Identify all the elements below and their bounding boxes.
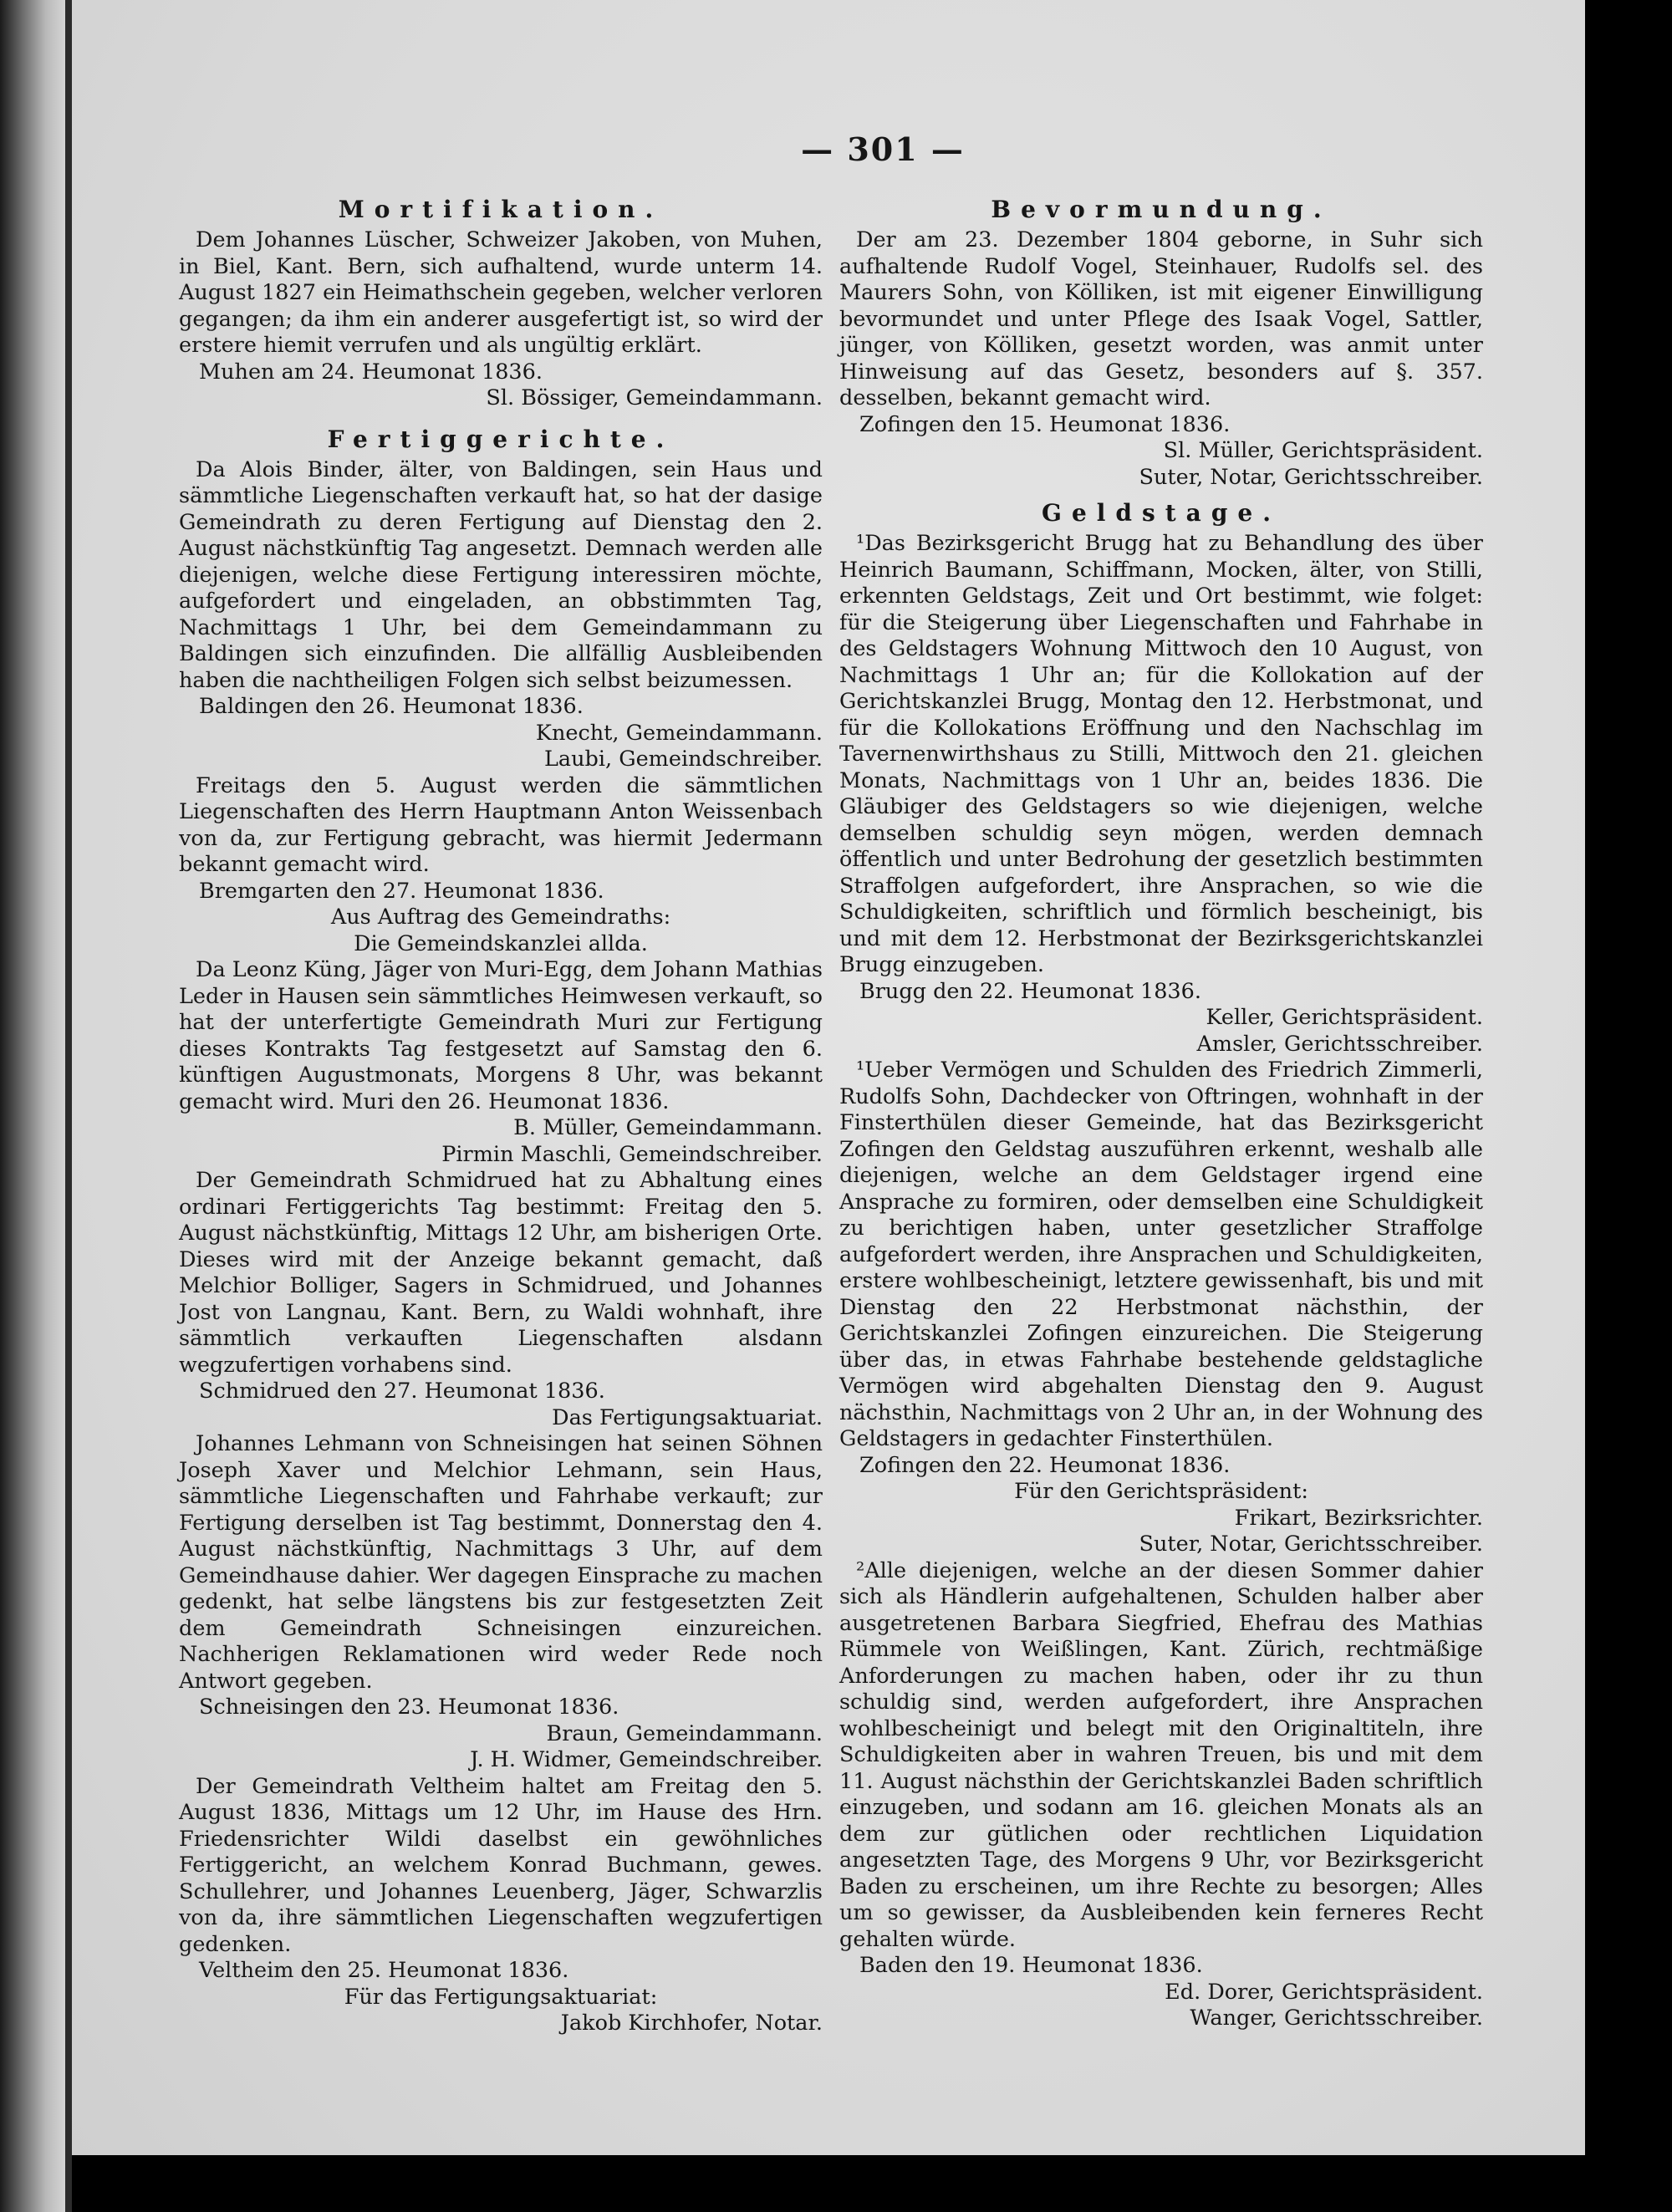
signature: Sl. Bössiger, Gemeindammann.	[486, 385, 823, 410]
notice-text: Johannes Lehmann von Schneisingen hat seinen Söhnen Joseph Xaver und Melchior Lehmann, sein Haus, sämmtliche Liegenschaften und Fahrhabe verkauft; zur Fertigung derselben ist Tag bestimmt, Donnerstag den 4. August nächstkünftig, Nachmittags 3 Uhr, auf dem Gemeindhause dahier. Wer dagegen Einsprache zu machen gedenkt, hat selbe längstens bis zur festgesetzten Zeit dem Gemeindrath Schneisingen einzureichen. Nachherigen Reklamationen wird weder Rede noch Antwort gegeben.	[179, 1431, 823, 1694]
signature: Jakob Kirchhofer, Notar.	[560, 2011, 823, 2036]
signature: Suter, Notar, Gerichtsschreiber.	[1139, 1532, 1483, 1557]
signature: Das Fertigungsaktuariat.	[552, 1404, 823, 1430]
signature: Pirmin Maschli, Gemeindschreiber.	[441, 1141, 823, 1167]
signature: J. H. Widmer, Gemeindschreiber.	[470, 1747, 823, 1772]
notice-text: Der Gemeindrath Veltheim haltet am Freitag den 5. August 1836, Mittags um 12 Uhr, im Hause des Hrn. Friedensrichter Wildi daselbst ein gewöhnliches Fertiggericht, an welchem Konrad Buchmann, gewes. Schullehrer, und Johannes Leuenberg, Jäger, Schwarzlis von da, ihre sämmtlichen Liegenschaften wegzufertigen gedenken.	[179, 1773, 823, 1957]
signature: Laubi, Gemeindschreiber.	[543, 747, 823, 772]
place-date: Muhen am 24. Heumonat 1836.	[199, 359, 543, 385]
place-date: Zofingen den 15. Heumonat 1836.	[859, 411, 1231, 437]
right-column	[839, 194, 1483, 2032]
scanned-page	[72, 0, 1585, 2155]
signature: Wanger, Gerichtsschreiber.	[1190, 2006, 1483, 2031]
book-spine	[0, 0, 65, 2212]
page-number: — 301 —	[801, 130, 965, 168]
left-column	[179, 194, 823, 2037]
signature: Für den Gerichtspräsident:	[1014, 1479, 1308, 1504]
signature: Aus Auftrag des Gemeindraths:	[330, 905, 671, 930]
section-heading-mortifikation: Mortifikation.	[338, 196, 664, 223]
notice-text: Der Gemeindrath Schmidrued hat zu Abhaltung eines ordinari Fertiggerichts Tag bestimmt: Freitag den 5. August nächstkünftig, Mittags 12 Uhr, am bisherigen Orte. Dieses wird mit der Anzeige bekannt gemacht, daß Melchior Bolliger, Sagers in Schmidrued, und Johannes Jost von Langnau, Kant. Bern, zu Waldi wohnhaft, ihre sämmtlich verkauften Liegenschaften alsdann wegzufertigen vorhabens sind.	[179, 1168, 823, 1378]
signature: Sl. Müller, Gerichtspräsident.	[1163, 438, 1483, 463]
notice-text: Da Leonz Küng, Jäger von Muri-Egg, dem Johann Mathias Leder in Hausen sein sämmtliches Heimwesen verkauft, so hat der unterfertigte Gemeindrath Muri zur Fertigung dieses Kontrakts Tag festgesetzt auf Samstag den 6. künftigen Augustmonats, Morgens 8 Uhr, was bekannt gemacht wird. Muri den 26. Heumonat 1836.	[179, 957, 823, 1114]
page-gutter	[65, 0, 72, 2212]
signature: Amsler, Gerichtsschreiber.	[1196, 1031, 1483, 1057]
notice-text: Da Alois Binder, älter, von Baldingen, sein Haus und sämmtliche Liegenschaften verkauft hat, so hat der dasige Gemeindrath zu deren Fertigung auf Dienstag den 2. August nächstkünftig Tag angesetzt. Demnach werden alle diejenigen, welche diese Fertigung interessiren möchte, aufgefordert und eingeladen, an obbstimmten Tag, Nachmittags 1 Uhr, bei dem Gemeindammann zu Baldingen sich einzufinden. Die allfällig Ausbleibenden haben die nachtheiligen Folgen sich selbst beizumessen.	[179, 456, 823, 693]
signature: Ed. Dorer, Gerichtspräsident.	[1165, 1979, 1483, 2005]
notice-text: Freitags den 5. August werden die sämmtlichen Liegenschaften des Herrn Hauptmann Anton Weissenbach von da, zur Fertigung gebracht, was hiermit Jedermann bekannt gemacht wird.	[179, 772, 823, 877]
place-date: Brugg den 22. Heumonat 1836.	[859, 978, 1201, 1004]
notice-text: Dem Johannes Lüscher, Schweizer Jakoben, von Muhen, in Biel, Kant. Bern, sich aufhaltend, wurde unterm 14. August 1827 ein Heimathschein gegeben, welcher verloren gegangen; da ihm ein anderer ausgefertigt ist, so wird der erstere hiemit verrufen und als ungültig erklärt.	[179, 227, 823, 358]
place-date: Schneisingen den 23. Heumonat 1836.	[199, 1695, 619, 1720]
place-date: Zofingen den 22. Heumonat 1836.	[859, 1452, 1231, 1478]
section-heading-fertiggerichte: Fertiggerichte.	[327, 425, 675, 453]
signature: Braun, Gemeindammann.	[546, 1720, 823, 1746]
notice-text: Der am 23. Dezember 1804 geborne, in Suhr sich aufhaltende Rudolf Vogel, Steinhauer, Rudolfs sel. des Maurers Sohn, von Kölliken, ist mit eigener Einwilligung bevormundet und unter Pflege des Isaak Vogel, Sattler, jünger, von Kölliken, gesetzt worden, was anmit unter Hinweisung auf das Gesetz, besonders auf §. 357. desselben, bekannt gemacht wird.	[839, 227, 1483, 410]
signature: Knecht, Gemeindammann.	[535, 720, 823, 746]
place-date: Veltheim den 25. Heumonat 1836.	[199, 1958, 569, 1983]
place-date: Schmidrued den 27. Heumonat 1836.	[199, 1379, 605, 1404]
signature: Keller, Gerichtspräsident.	[1206, 1005, 1483, 1030]
section-heading-bevormundung: Bevormundung.	[991, 196, 1332, 223]
signature: Frikart, Bezirksrichter.	[1234, 1505, 1483, 1531]
section-heading-geldstage: Geldstage.	[1042, 499, 1281, 527]
signature: Suter, Notar, Gerichtsschreiber.	[1139, 464, 1483, 490]
place-date: Baden den 19. Heumonat 1836.	[859, 1953, 1203, 1978]
place-date: Bremgarten den 27. Heumonat 1836.	[199, 878, 604, 904]
place-date: Baldingen den 26. Heumonat 1836.	[199, 694, 584, 719]
notice-text: ¹Das Bezirksgericht Brugg hat zu Behandlung des über Heinrich Baumann, Schiffmann, Mocken, älter, von Stilli, erkennten Geldstags, Zeit und Ort bestimmt, wie folget: für die Steigerung über Liegenschaften und Fahrhabe in des Geldstagers Wohnung Mittwoch den 10 August, von Nachmittags 1 Uhr an; für die Kollokation auf der Gerichtskanzlei Brugg, Montag den 12. Herbstmonat, und für die Kollokations Eröffnung und den Nachschlag im Tavernenwirthshaus zu Stilli, Mittwoch den 21. gleichen Monats, Nachmittags von 1 Uhr an, beides 1836. Die Gläubiger des Geldstagers so wie diejenigen, welche demselben schuldig seyn mögen, werden demnach öffentlich und unter Bedrohung der gesetzlich bestimmten Straffolgen aufgefordert, ihre Ansprachen, so wie die Schuldigkeiten, schriftlich und förmlich bescheinigt, bis und mit dem 12. Herbstmonat der Bezirksgerichtskanzlei Brugg einzugeben.	[839, 531, 1483, 977]
signature: Für das Fertigungsaktuariat:	[344, 1984, 658, 2010]
signature: B. Müller, Gemeindammann.	[513, 1115, 823, 1140]
signature: Die Gemeindskanzlei allda.	[354, 930, 648, 956]
notice-text: ¹Ueber Vermögen und Schulden des Friedrich Zimmerli, Rudolfs Sohn, Dachdecker von Oftringen, wohnhaft in der Finsterthülen dieser Gemeinde, hat das Bezirksgericht Zofingen den Geldstag auszuführen erkennt, weshalb alle diejenigen, welche an dem Geldstager irgend eine Ansprache zu formiren, oder demselben eine Schuldigkeit zu berichtigen haben, unter gesetzlicher Straffolge aufgefordert werden, ihre Ansprachen und Schuldigkeiten, erstere wohlbescheinigt, letztere gewissenhaft, bis und mit Dienstag den 22 Herbstmonat nächsthin, der Gerichtskanzlei Zofingen einzureichen. Die Steigerung über das, in etwas Fahrhabe bestehende geldstagliche Vermögen wird abgehalten Dienstag den 9. August nächsthin, Nachmittags von 2 Uhr an, in der Wohnung des Geldstagers in gedachter Finsterthülen.	[839, 1058, 1483, 1451]
notice-text: ²Alle diejenigen, welche an der diesen Sommer dahier sich als Händlerin aufgehaltenen, Schulden halber aber ausgetretenen Barbara Siegfried, Ehefrau des Mathias Rümmele von Weißlingen, Kant. Zürich, rechtmäßige Anforderungen zu machen haben, oder ihr zu thun schuldig sind, werden aufgefordert, ihre Ansprachen wohlbescheinigt und belegt mit den Originaltiteln, ihre Schuldigkeiten aber in wahren Treuen, bis und mit dem 11. August nächsthin der Gerichtskanzlei Baden schriftlich einzugeben, und sodann am 16. gleichen Monats als an dem zur gütlichen oder rechtlichen Liquidation angesetzten Tage, des Morgens 9 Uhr, vor Bezirksgericht Baden zu erscheinen, um ihre Rechte zu besorgen; Alles um so gewisser, da Ausbleibenden kein ferneres Recht gehalten würde.	[839, 1557, 1483, 1952]
